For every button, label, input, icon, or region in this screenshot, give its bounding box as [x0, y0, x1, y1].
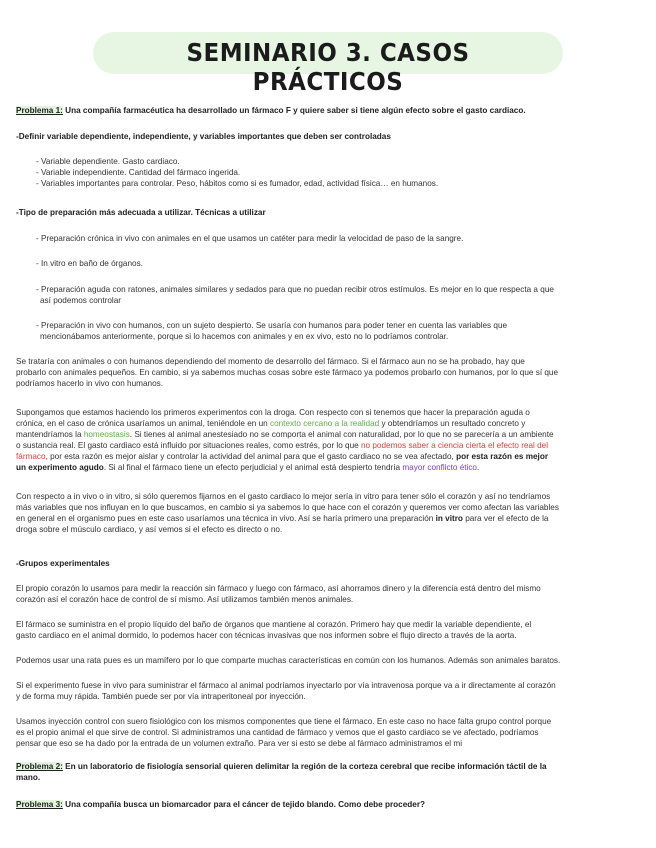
paragraph-line — [16, 419, 640, 429]
paragraph-line: droga sobre el músculo cardiaco, y así vemos si el efecto es directo o no. — [16, 525, 283, 534]
tipo-heading: -Tipo de preparación más adecuada a utilizar. Técnicas a utilizar — [16, 208, 266, 217]
grupos-heading: -Grupos experimentales — [16, 559, 110, 568]
problema-1-text: Una compañía farmacéutica ha desarrollado un fármaco F y quiere saber si tiene algún efecto sobre el gasto cardiaco. — [62, 106, 526, 115]
text-run: . Si al final el fármaco tiene un efecto perjudicial y el animal está despierto tendría — [103, 463, 403, 472]
text-run: para ver el efecto de la — [462, 514, 549, 523]
tipo-item: - Preparación in vivo con humanos, con un sujeto despierto. Se usaría con humanos para poder tener en cuenta las variables que — [36, 321, 508, 330]
problema-1 — [16, 106, 640, 116]
text-run: , por esta razón es mejor aislar y controlar la actividad del animal para que el gasto cardiaco no se vea afectado, — [45, 452, 457, 461]
text-run: . Si tienes al animal anestesiado no se comporta el animal con naturalidad, por lo que no se parecería a un ambiente — [129, 430, 554, 439]
paragraph-line: El fármaco se suministra en el propio líquido del baño de órganos que mantiene al corazón. Primero hay que medir la variable dependiente, el — [16, 620, 532, 629]
highlight-purple-text: mayor conflicto ético — [402, 463, 477, 472]
text-run: mantendríamos la — [16, 430, 84, 439]
tipo-item-continued: así podemos controlar — [40, 296, 122, 305]
text-run: en general en el organismo pues en este caso usaríamos una técnica in vivo. Así se haría primero una preparación — [16, 514, 436, 523]
variable-item: - Variable independiente. Cantidad del fármaco ingerida. — [36, 168, 241, 177]
tipo-item: - Preparación aguda con ratones, animales similares y sedados para que no puedan recibir otros estímulos. Es mejor en lo que respecta a que — [36, 285, 554, 294]
paragraph-line — [16, 430, 640, 440]
paragraph-line: y de forma muy rápida. También puede ser por vía intraperitoneal por inyección. — [16, 692, 306, 701]
page-title: SEMINARIO 3. CASOS PRÁCTICOS — [186, 38, 470, 96]
variable-item: - Variable dependiente. Gasto cardiaco. — [36, 157, 180, 166]
paragraph-line: Si el experimento fuese in vivo para suministrar el fármaco al animal podríamos inyectarlo por vía intravenosa porque va a ir directamente al corazón — [16, 681, 556, 690]
paragraph-line — [16, 452, 640, 462]
paragraph-line: más variables que nos influyan en lo que buscamos, en cambio si ya sabemos lo que hace con el corazón y queremos ver como afectan las variables — [16, 503, 559, 512]
paragraph-line — [16, 514, 640, 524]
bold-text: in vitro — [435, 514, 463, 523]
title-highlight — [93, 32, 563, 96]
problema-2-text: En un laboratorio de fisiología sensorial quieren delimitar la región de la corteza cerebral que recibe información táctil de la — [62, 762, 547, 771]
paragraph-line — [16, 463, 640, 473]
tipo-item: - In vitro en baño de órganos. — [36, 259, 143, 268]
paragraph-line: gasto cardiaco en el animal dormido, lo podemos hacer con técnicas invasivas que nos informen sobre el flujo directo a través de la aorta. — [16, 631, 517, 640]
highlight-green-text: homeostasis — [83, 430, 130, 439]
paragraph-line: probarlo con animales pequeños. En cambio, si ya sabemos muchas cosas sobre este fármaco ya podemos probarlo con humanos, por lo que sí que — [16, 368, 559, 377]
paragraph-line: pensar que eso se ha dado por la entrada de un volumen extraño. Para ver si esto se debe al fármaco administramos el mi — [16, 739, 463, 748]
bold-text: por esta razón es mejor — [456, 452, 549, 461]
tipo-item-continued: mencionábamos anteriormente, porque si lo hacemos con animales y en ex vivo, esto no lo podríamos controlar. — [40, 332, 449, 341]
paragraph-line: Podemos usar una rata pues es un mamífero por lo que comparte muchas características en común con los humanos. Además son animales baratos. — [16, 656, 561, 665]
paragraph-line: Supongamos que estamos haciendo los primeros experimentos con la droga. Con respecto con si tenemos que hacer la preparación aguda o — [16, 408, 530, 417]
tipo-item: - Preparación crónica in vivo con animales en el que usamos un catéter para medir la velocidad de paso de la sangre. — [36, 234, 464, 243]
variables-heading: -Definir variable dependiente, independiente, y variables importantes que deben ser controladas — [16, 132, 391, 141]
text-run: y obtendríamos un resultado concreto y — [379, 419, 526, 428]
problema-2-label: Problema 2: — [16, 762, 63, 771]
paragraph-line: corazón así el corazón hace de control de sí mismo. Así utilizamos también menos animales. — [16, 595, 354, 604]
text-run: . — [477, 463, 480, 472]
highlight-red-text: fármaco — [16, 452, 46, 461]
paragraph-line — [16, 441, 640, 451]
paragraph-line: Con respecto a in vivo o in vitro, si sólo queremos fijarnos en el gasto cardiaco lo mejor sería in vitro para tener sólo el corazón y así no tendríamos — [16, 492, 551, 501]
problema-2 — [16, 762, 640, 772]
paragraph-line: Usamos inyección control con suero fisiológico con los mismos componentes que tiene el fármaco. En este caso no hace falta grupo control porque — [16, 717, 552, 726]
text-run: o sustancia real. El gasto cardiaco está influido por situaciones reales, como estrés, por lo que — [16, 441, 361, 450]
problema-2-continued: mano. — [16, 773, 41, 782]
highlight-green-text: contexto cercano a la realidad — [269, 419, 380, 428]
problema-3 — [16, 800, 640, 810]
problema-3-text: Una compañía busca un biomarcador para el cáncer de tejido blando. Como debe proceder? — [62, 800, 426, 809]
highlight-red-text: no podemos saber a ciencia cierta el efecto real del — [360, 441, 549, 450]
variable-item: - Variables importantes para controlar. Peso, hábitos como si es fumador, edad, actividad física… en humanos. — [36, 179, 439, 188]
problema-1-label: Problema 1: — [16, 106, 63, 115]
problema-3-label: Problema 3: — [16, 800, 63, 809]
paragraph-line: podríamos hacerlo in vivo con humanos. — [16, 379, 163, 388]
paragraph-line: Se trataría con animales o con humanos dependiendo del momento de desarrollo del fármaco. Si el fármaco aun no se ha probado, hay que — [16, 357, 525, 366]
paragraph-line: El propio corazón lo usamos para medir la reacción sin fármaco y luego con fármaco, así ahorramos dinero y la diferencia está dentro del mismo — [16, 584, 541, 593]
text-run: crónica, en el caso de crónica usaríamos un animal, teniéndole en un — [16, 419, 270, 428]
paragraph-line: es el propio animal el que sirve de control. Si administramos una cantidad de fármaco y vemos que el gasto cardiaco se ve afectado, podríamos — [16, 728, 539, 737]
bold-text: un experimento agudo — [16, 463, 104, 472]
